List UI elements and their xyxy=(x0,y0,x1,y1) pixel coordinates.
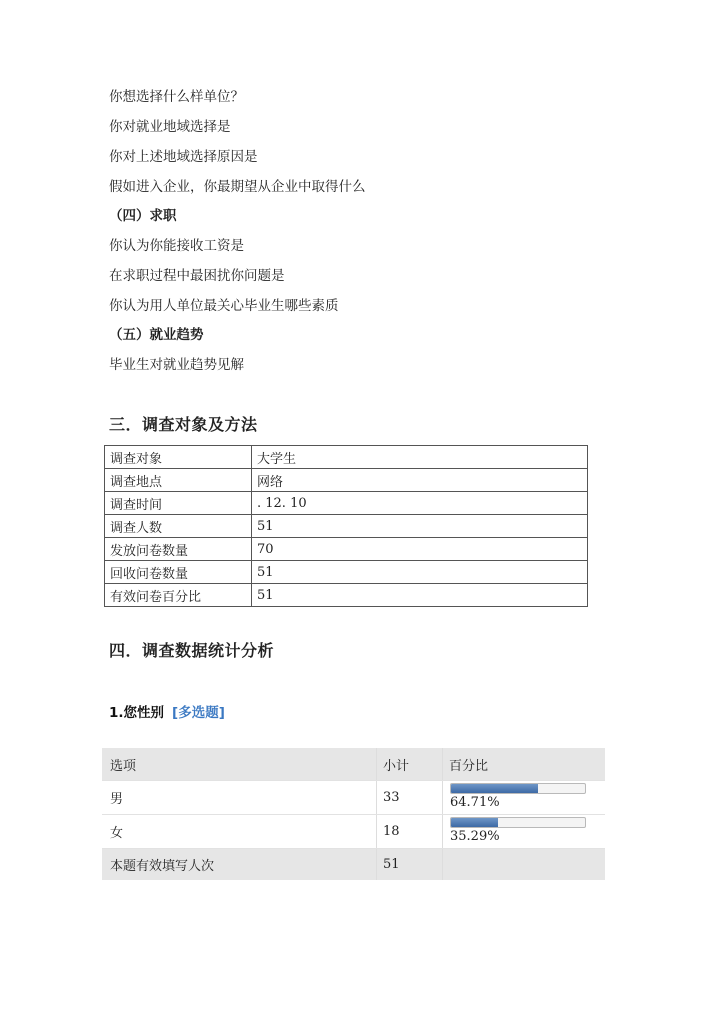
question-line-5: 你认为你能接收工资是 xyxy=(109,238,244,254)
option-percent-cell xyxy=(442,781,605,814)
header-count: 小计 xyxy=(376,748,442,780)
option-label: 男 xyxy=(110,792,124,807)
info-key: 调查时间 xyxy=(105,492,252,515)
info-value: 大学生 xyxy=(252,446,588,469)
option-percent-cell xyxy=(442,815,605,848)
option-label: 女 xyxy=(110,826,124,841)
question-line-7: 你认为用人单位最关心毕业生哪些素质 xyxy=(109,298,339,314)
section-3-heading: 三．调查对象及方法 xyxy=(109,415,258,434)
question-line-4: 假如进入企业，你最期望从企业中取得什么 xyxy=(109,179,366,195)
footer-empty xyxy=(442,849,605,880)
subheading-employment-trend: （五）就业趋势 xyxy=(109,327,204,343)
option-count: 33 xyxy=(376,781,442,814)
survey-info-table xyxy=(104,445,588,607)
info-key: 调查人数 xyxy=(105,515,252,538)
percent-bar-fill xyxy=(451,818,498,827)
info-value: 网络 xyxy=(252,469,588,492)
table-row xyxy=(105,584,588,607)
info-value: 51 xyxy=(252,515,588,538)
footer-count: 51 xyxy=(376,849,442,880)
info-key: 有效问卷百分比 xyxy=(105,584,252,607)
info-value: . 12. 10 xyxy=(252,492,588,515)
info-value: 51 xyxy=(252,584,588,607)
table-row xyxy=(105,538,588,561)
survey-result-table xyxy=(102,748,605,880)
subheading-job-search: （四）求职 xyxy=(109,208,177,224)
question-line-2: 你对就业地域选择是 xyxy=(109,119,231,135)
table-header-row xyxy=(102,748,605,781)
table-row xyxy=(105,492,588,515)
survey-question-title xyxy=(109,701,225,721)
percent-bar xyxy=(450,817,586,828)
table-row xyxy=(102,815,605,849)
info-key: 回收问卷数量 xyxy=(105,561,252,584)
info-key: 调查对象 xyxy=(105,446,252,469)
info-key: 调查地点 xyxy=(105,469,252,492)
table-row xyxy=(105,561,588,584)
percent-bar xyxy=(450,783,586,794)
question-line-6: 在求职过程中最困扰你问题是 xyxy=(109,268,285,284)
question-title-text: 1.您性别 xyxy=(109,705,165,721)
info-value: 70 xyxy=(252,538,588,561)
question-line-1: 你想选择什么样单位？ xyxy=(109,89,244,105)
info-value: 51 xyxy=(252,561,588,584)
option-count: 18 xyxy=(376,815,442,848)
percent-bar-fill xyxy=(451,784,538,793)
table-row xyxy=(105,446,588,469)
table-row xyxy=(105,469,588,492)
percent-text: 35.29% xyxy=(450,829,500,844)
footer-label: 本题有效填写人次 xyxy=(110,859,215,874)
section-4-heading: 四．调查数据统计分析 xyxy=(109,641,275,660)
table-footer-row xyxy=(102,849,605,880)
table-row xyxy=(105,515,588,538)
header-option: 选项 xyxy=(110,758,137,774)
header-percent: 百分比 xyxy=(442,748,605,780)
info-key: 发放问卷数量 xyxy=(105,538,252,561)
percent-text: 64.71% xyxy=(450,795,500,810)
question-line-8: 毕业生对就业趋势见解 xyxy=(109,357,244,373)
question-type-tag: [多选题] xyxy=(172,705,225,721)
table-row xyxy=(102,781,605,815)
question-line-3: 你对上述地域选择原因是 xyxy=(109,149,258,165)
